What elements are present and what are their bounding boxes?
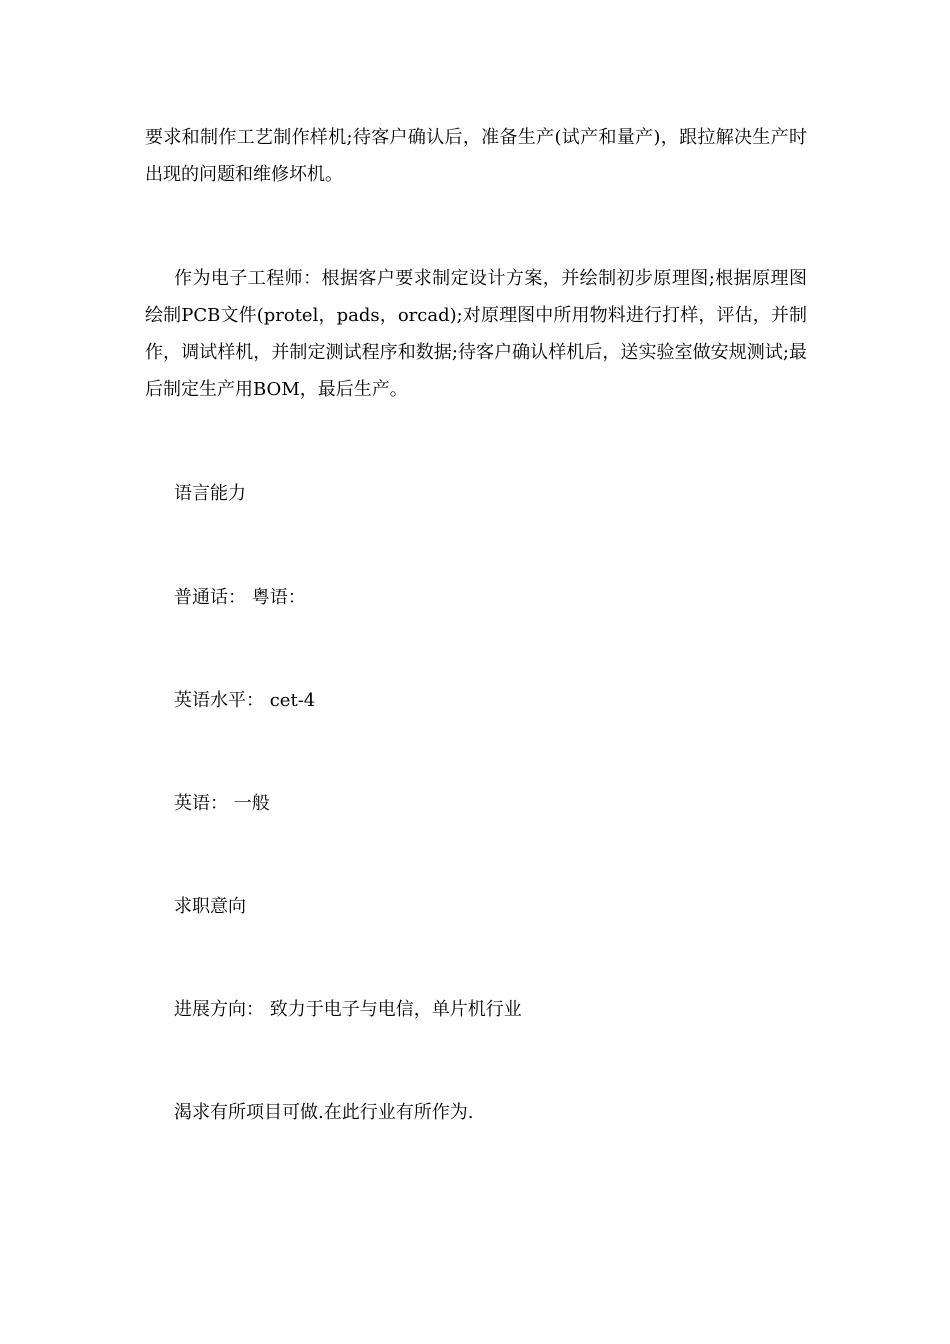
career-aspiration-line: 渴求有所项目可做.在此行业有所作为.	[174, 1102, 474, 1123]
english-level-line: 英语水平： cet-4	[174, 690, 316, 711]
career-direction-line: 进展方向： 致力于电子与电信，单片机行业	[174, 999, 522, 1020]
english-proficiency-line: 英语： 一般	[174, 793, 270, 814]
mandarin-cantonese-line: 普通话： 粤语：	[174, 587, 306, 608]
engineer-duties-paragraph: 作为电子工程师：根据客户要求制定设计方案，并绘制初步原理图;根据原理图绘制PCB文件(protel，pads，orcad);对原理图中所用物料进行打样，评估，并制作，调试样机，并制定测试程序和数据;待客户确认样机后，送实验室做安规测试;最后制定生产用BOM，最后生产。	[145, 268, 808, 400]
job-intention-heading: 求职意向	[174, 896, 246, 917]
language-ability-heading: 语言能力	[174, 483, 246, 504]
work-description-paragraph: 要求和制作工艺制作样机;待客户确认后，准备生产(试产和量产)，跟拉解决生产时出现的问题和维修坏机。	[145, 127, 807, 185]
